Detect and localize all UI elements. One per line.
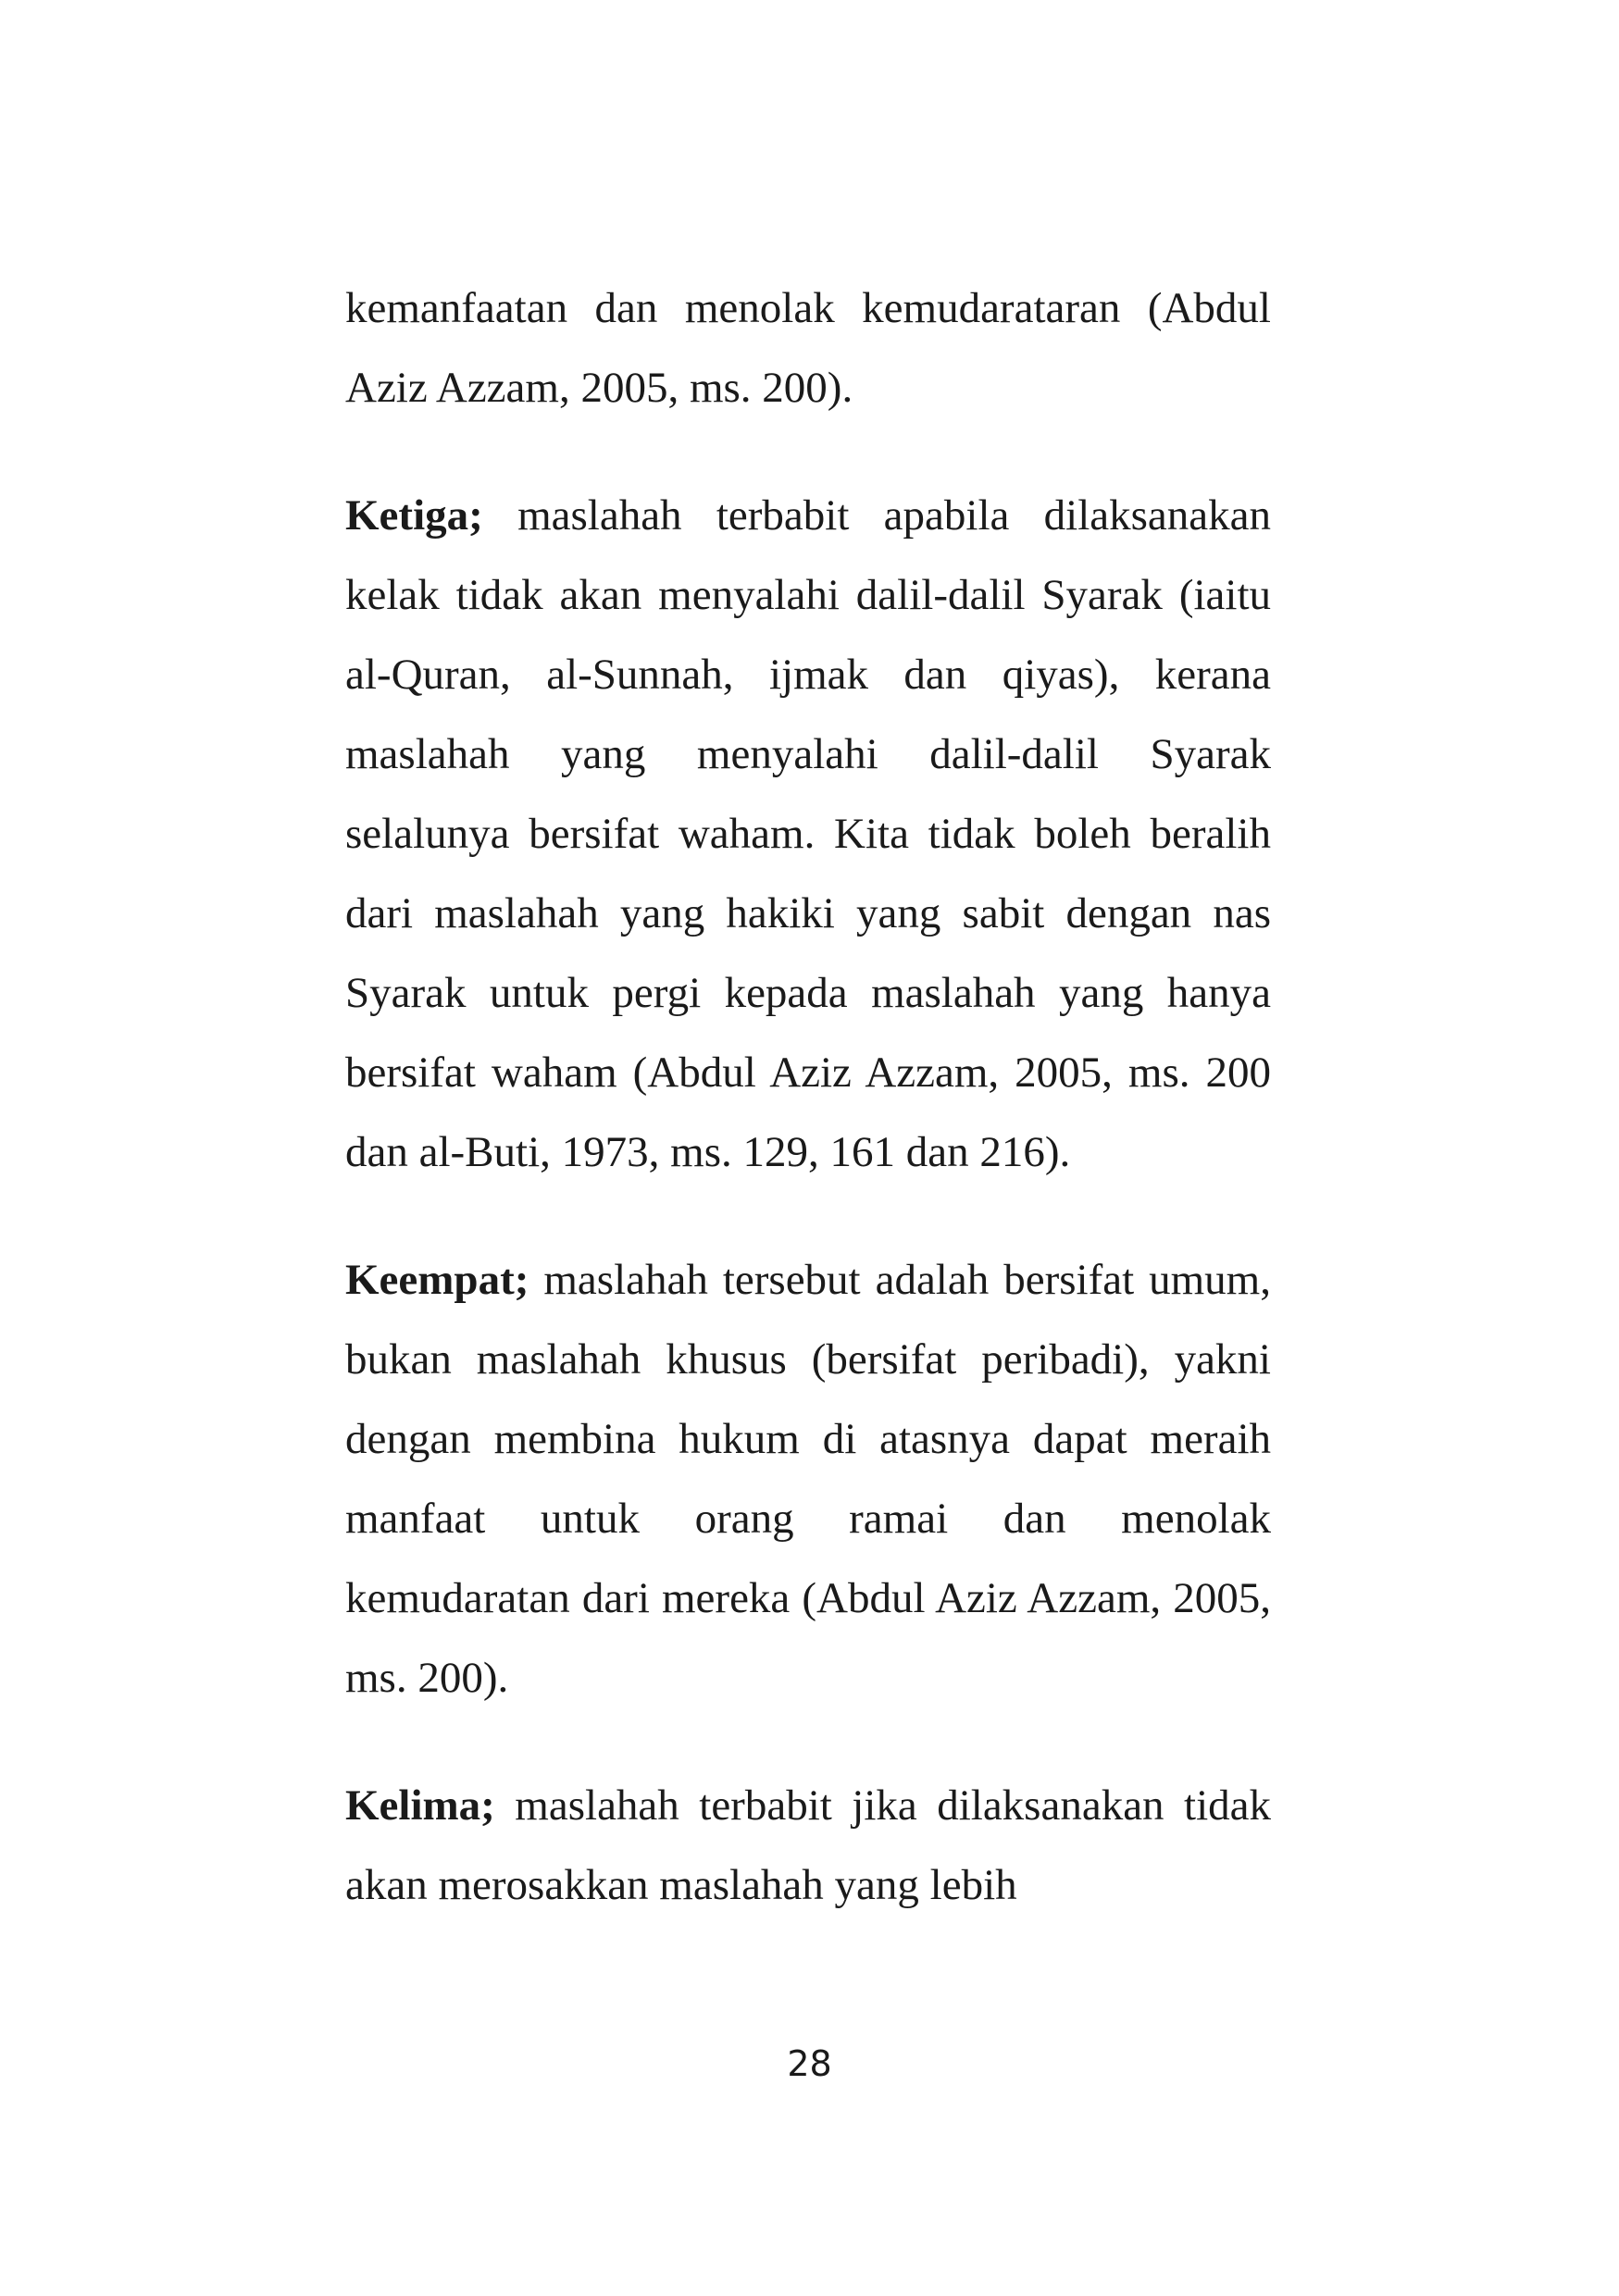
paragraph-text: kemanfaatan dan menolak kemudarataran (Abdul Aziz Azzam, 2005, ms. 200). bbox=[345, 284, 1271, 412]
paragraph-keempat bbox=[345, 1240, 1271, 1718]
paragraph-text: maslahah terbabit apabila dilaksanakan kelak tidak akan menyalahi dalil-dalil Syarak (iaitu al-Quran, al-Sunnah, ijmak dan qiyas), kerana maslahah yang menyalahi dalil-dalil Syarak selalunya bersifat waham. Kita tidak boleh beralih dari maslahah yang hakiki yang sabit dengan nas Syarak untuk pergi kepada maslahah yang hanya bersifat waham (Abdul Aziz Azzam, 2005, ms. 200 dan al-Buti, 1973, ms. 129, 161 dan 216). bbox=[345, 491, 1271, 1176]
paragraph-text: maslahah terbabit jika dilaksanakan tidak akan merosakkan maslahah yang lebih bbox=[345, 1781, 1271, 1909]
paragraph-ketiga bbox=[345, 476, 1271, 1192]
paragraph-kelima bbox=[345, 1766, 1271, 1925]
page-number: 28 bbox=[787, 2043, 832, 2084]
paragraph-continuation bbox=[345, 268, 1271, 428]
paragraph-lead: Ketiga; bbox=[345, 491, 483, 540]
paragraph-text: maslahah tersebut adalah bersifat umum, bukan maslahah khusus (bersifat peribadi), yakni dengan membina hukum di atasnya dapat meraih manfaat untuk orang ramai dan menolak kemudaratan dari mereka (Abdul Aziz Azzam, 2005, ms. 200). bbox=[345, 1256, 1271, 1702]
paragraph-lead: Kelima; bbox=[345, 1781, 495, 1830]
paragraph-lead: Keempat; bbox=[345, 1256, 529, 1304]
body-text bbox=[345, 268, 1271, 1925]
